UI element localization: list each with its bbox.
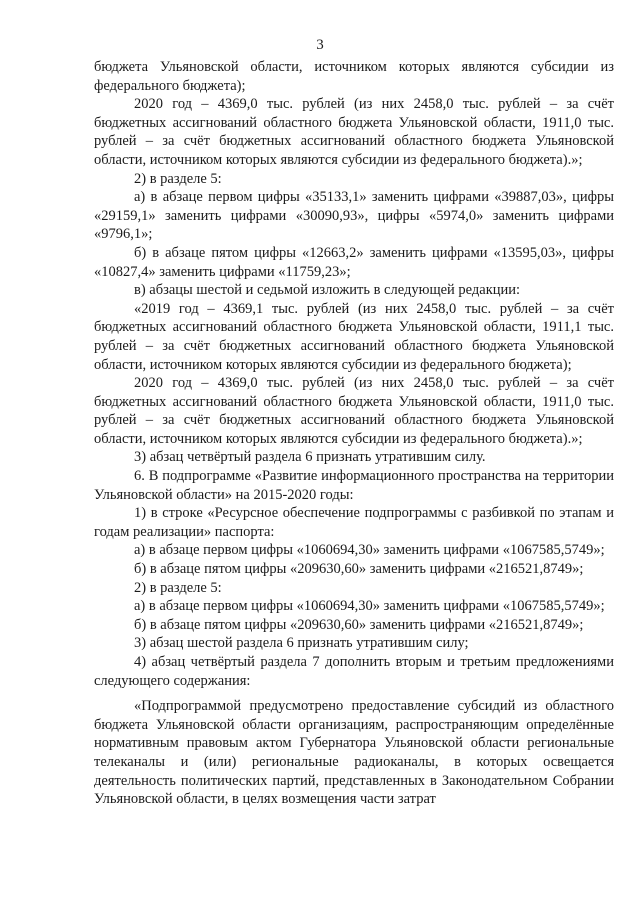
paragraph: а) в абзаце первом цифры «1060694,30» заменить цифрами «1067585,5749»; — [134, 598, 605, 615]
paragraph: а) в абзаце первом цифры «1060694,30» заменить цифрами «1067585,5749»; — [134, 542, 605, 559]
paragraph: 3) абзац четвёртый раздела 6 признать утратившим силу. — [134, 449, 486, 466]
paragraph: 6. В подпрограмме «Развитие информационного пространства на территории Ульяновской области» на 2015-2020 годы: — [94, 468, 614, 503]
paragraph: 2020 год – 4369,0 тыс. рублей (из них 2458,0 тыс. рублей – за счёт бюджетных ассигнований областного бюджета Ульяновской области, 1911,0 тыс. рублей – за счёт бюджетных ассигнований областного бюджета Ульяновской области, источником которых являются субсидии из федерального бюджета).»; — [94, 96, 614, 168]
paragraph: в) абзацы шестой и седьмой изложить в следующей редакции: — [134, 282, 521, 299]
paragraph: б) в абзаце пятом цифры «12663,2» заменить цифрами «13595,03», цифры «10827,4» заменить цифрами «11759,23»; — [94, 244, 614, 280]
paragraph: «Подпрограммой предусмотрено предоставление субсидий из областного бюджета Ульяновской области организациям, распространяющим определённые нормативным правовым актом Губернатора Ульяновской области региональные телеканалы и (или) региональные радиоканалы, в которых освещается деятельность политических партий, представленных в Законодательном Собрании Ульяновской области, в целях возмещения части затрат — [94, 698, 614, 808]
page-number: 3 — [316, 37, 324, 53]
paragraph: бюджета Ульяновской области, источником которых являются субсидии из федерального бюджета); — [94, 59, 614, 94]
paragraph: 2020 год – 4369,0 тыс. рублей (из них 2458,0 тыс. рублей – за счёт бюджетных ассигнований областного бюджета Ульяновской области, 1911,0 тыс. рублей – за счёт бюджетных ассигнований областного бюджета Ульяновской области, источником которых являются субсидии из федерального бюджета).»; — [94, 375, 614, 447]
paragraph: 2) в разделе 5: — [134, 579, 222, 596]
paragraph: 3) абзац шестой раздела 6 признать утратившим силу; — [134, 635, 469, 652]
paragraph: б) в абзаце пятом цифры «209630,60» заменить цифрами «216521,8749»; — [134, 616, 584, 633]
paragraph: 2) в разделе 5: — [134, 170, 222, 187]
paragraph: б) в абзаце пятом цифры «209630,60» заменить цифрами «216521,8749»; — [134, 561, 584, 578]
paragraph: «2019 год – 4369,1 тыс. рублей (из них 2458,0 тыс. рублей – за счёт бюджетных ассигнований областного бюджета Ульяновской области, 1911,1 тыс. рублей – за счёт бюджетных ассигнований областного бюджета Ульяновской области, источником которых являются субсидии из федерального бюджета); — [94, 300, 614, 373]
paragraph: 4) абзац четвёртый раздела 7 дополнить вторым и третьим предложениями следующего содержания: — [94, 654, 614, 689]
paragraph: а) в абзаце первом цифры «35133,1» заменить цифрами «39887,03», цифры «29159,1» заменить цифрами «30090,93», цифры «5974,0» заменить цифрами «9796,1»; — [94, 189, 614, 243]
document-body — [94, 58, 614, 809]
paragraph: 1) в строке «Ресурсное обеспечение подпрограммы с разбивкой по этапам и годам реализации» паспорта: — [94, 505, 614, 540]
